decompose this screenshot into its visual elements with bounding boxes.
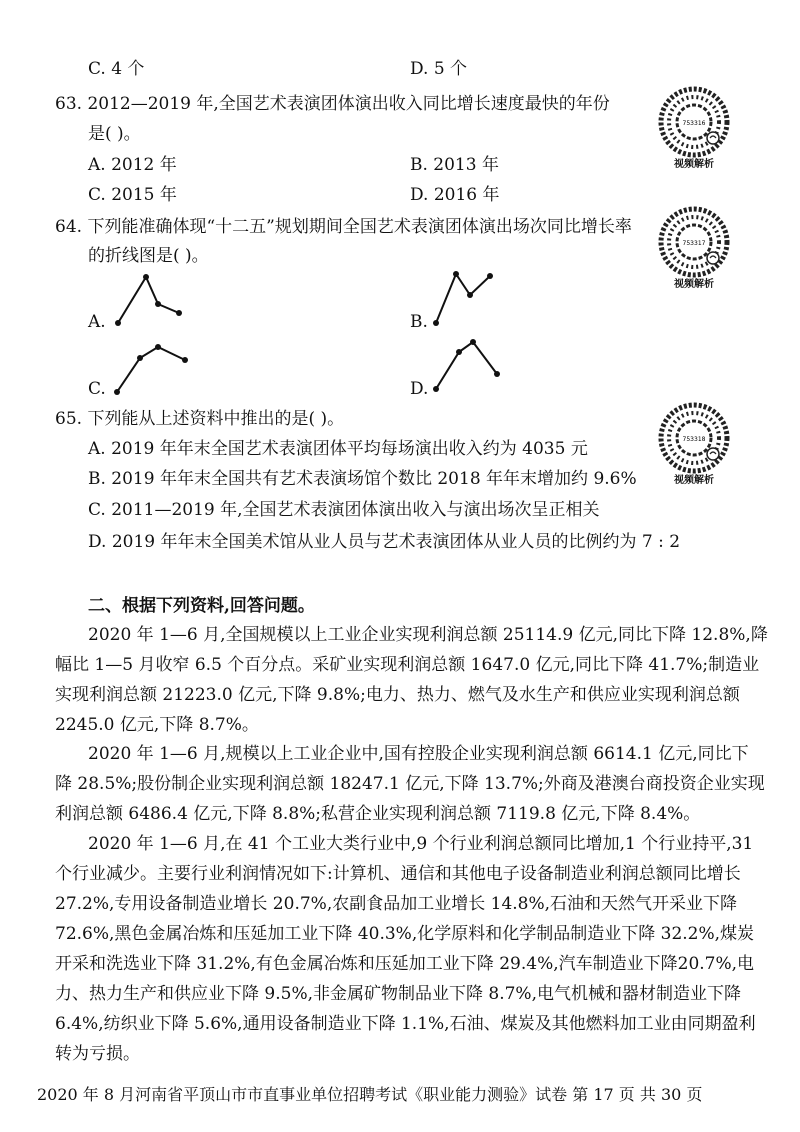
qr-code-icon — [656, 206, 732, 278]
section-2-p3-line: 个行业减少。主要行业利润情况如下:计算机、通信和其他电子设备制造业利润总额同比增长 — [55, 864, 741, 884]
chart-point — [433, 386, 439, 392]
q63-option-c: C. 2015 年 — [88, 185, 177, 205]
chart-point — [433, 320, 439, 326]
q63-option-d: D. 2016 年 — [410, 185, 500, 205]
q64-option-a-line-chart — [112, 270, 192, 330]
q64-option-d-line-chart — [430, 335, 510, 395]
section-2-p1-line: 幅比 1—5 月收窄 6.5 个百分点。采矿业实现利润总额 1647.0 亿元,同比下降 41.7%;制造业 — [55, 655, 760, 675]
section-2-p2-line: 2020 年 1—6 月,规模以上工业企业中,国有控股企业实现利润总额 6614.1 亿元,同比下 — [88, 744, 749, 764]
q65-option-c: C. 2011—2019 年,全国艺术表演团体演出收入与演出场次呈正相关 — [88, 500, 600, 520]
q65-stem: 65. 下列能从上述资料中推出的是( )。 — [55, 409, 345, 429]
chart-point — [155, 344, 161, 350]
q65-option-d: D. 2019 年年末全国美术馆从业人员与艺术表演团体从业人员的比例约为 7 : 2 — [88, 532, 681, 552]
section-2-p1-line: 实现利润总额 21223.0 亿元,下降 9.8%;电力、热力、燃气及水生产和供应业实现利润总额 — [55, 685, 740, 705]
chart-point — [176, 310, 182, 316]
section-2-p1-line: 2020 年 1—6 月,全国规模以上工业企业实现利润总额 25114.9 亿元,同比下降 12.8%,降 — [88, 625, 768, 645]
svg-text:753317: 753317 — [682, 240, 706, 247]
section-2-p3-line: 力、热力生产和供应业下降 9.5%,非金属矿物制品业下降 8.7%,电气机械和器材制造业下降 — [55, 984, 741, 1004]
q64-option-b-label: B. — [410, 312, 428, 332]
q64-stem-line1: 64. 下列能准确体现“十二五”规划期间全国艺术表演团体演出场次同比增长率 — [55, 217, 632, 237]
q64-option-b-line-chart — [430, 268, 510, 328]
qr-code-icon — [656, 86, 732, 158]
chart-point — [494, 371, 500, 377]
chart-point — [453, 271, 459, 277]
chart-line — [117, 347, 185, 392]
chart-line — [436, 274, 490, 323]
q64-option-d-label: D. — [410, 379, 429, 399]
section-2-title: 二、根据下列资料,回答问题。 — [88, 596, 315, 616]
q62-option-d: D. 5 个 — [410, 59, 468, 79]
section-2-p2-line: 利润总额 6486.4 亿元,下降 8.8%;私营企业实现利润总额 7119.8 亿元,下降 8.4%。 — [55, 804, 701, 824]
section-2-p3-line: 开采和洗选业下降 31.2%,有色金属冶炼和压延加工业下降 29.4%,汽车制造业下降20.7%,电 — [55, 954, 755, 974]
q65-option-b: B. 2019 年年末全国共有艺术表演场馆个数比 2018 年年末增加约 9.6% — [88, 469, 637, 489]
chart-point — [456, 349, 462, 355]
section-2-p1-line: 2245.0 亿元,下降 8.7%。 — [55, 715, 259, 735]
chart-point — [143, 274, 149, 280]
q64-option-c-label: C. — [88, 379, 106, 399]
chart-point — [115, 320, 121, 326]
q63-option-b: B. 2013 年 — [410, 155, 499, 175]
q65-qr-code — [656, 402, 732, 494]
chart-point — [137, 355, 143, 361]
svg-text:753318: 753318 — [682, 436, 706, 443]
svg-text:753316: 753316 — [682, 120, 706, 127]
q65-option-a: A. 2019 年年末全国艺术表演团体平均每场演出收入约为 4035 元 — [88, 439, 588, 459]
q63-stem-line1: 63. 2012—2019 年,全国艺术表演团体演出收入同比增长速度最快的年份 — [55, 94, 610, 114]
section-2-p3-line: 2020 年 1—6 月,在 41 个工业大类行业中,9 个行业利润总额同比增加,1 个行业持平,31 — [88, 834, 754, 854]
chart-point — [487, 273, 493, 279]
qr-label: 视频解析 — [674, 279, 714, 290]
q64-option-a-label: A. — [88, 312, 106, 332]
page-footer: 2020 年 8 月河南省平顶山市市直事业单位招聘考试《职业能力测验》试卷 第 17 页 共 30 页 — [37, 1085, 703, 1104]
chart-point — [155, 301, 161, 307]
section-2-p3-line: 27.2%,专用设备制造业增长 20.7%,农副食品加工业增长 14.8%,石油和天然气开采业下降 — [55, 894, 738, 914]
q63-option-a: A. 2012 年 — [88, 155, 177, 175]
section-2-p3-line: 6.4%,纺织业下降 5.6%,通用设备制造业下降 1.1%,石油、煤炭及其他燃料加工业由同期盈利 — [55, 1014, 756, 1034]
q64-stem-line2: 的折线图是( )。 — [88, 246, 209, 266]
section-2-p2-line: 降 28.5%;股份制企业实现利润总额 18247.1 亿元,下降 13.7%;外商及港澳台商投资企业实现 — [55, 774, 765, 794]
chart-point — [114, 389, 120, 395]
chart-point — [467, 292, 473, 298]
chart-line — [436, 342, 497, 389]
qr-label: 视频解析 — [674, 159, 714, 170]
chart-line — [118, 277, 179, 323]
section-2-p3-line: 72.6%,黑色金属冶炼和压延加工业下降 40.3%,化学原料和化学制品制造业下降 32.2%,煤炭 — [55, 924, 755, 944]
q62-option-c: C. 4 个 — [88, 59, 145, 79]
chart-point — [470, 339, 476, 345]
qr-code-icon — [656, 402, 732, 474]
chart-point — [182, 357, 188, 363]
q64-option-c-line-chart — [112, 338, 192, 398]
qr-label: 视频解析 — [674, 475, 714, 486]
q64-qr-code — [656, 206, 732, 298]
q63-stem-line2: 是( )。 — [88, 124, 141, 144]
section-2-p3-line: 转为亏损。 — [55, 1044, 140, 1064]
q63-qr-code — [656, 86, 732, 178]
